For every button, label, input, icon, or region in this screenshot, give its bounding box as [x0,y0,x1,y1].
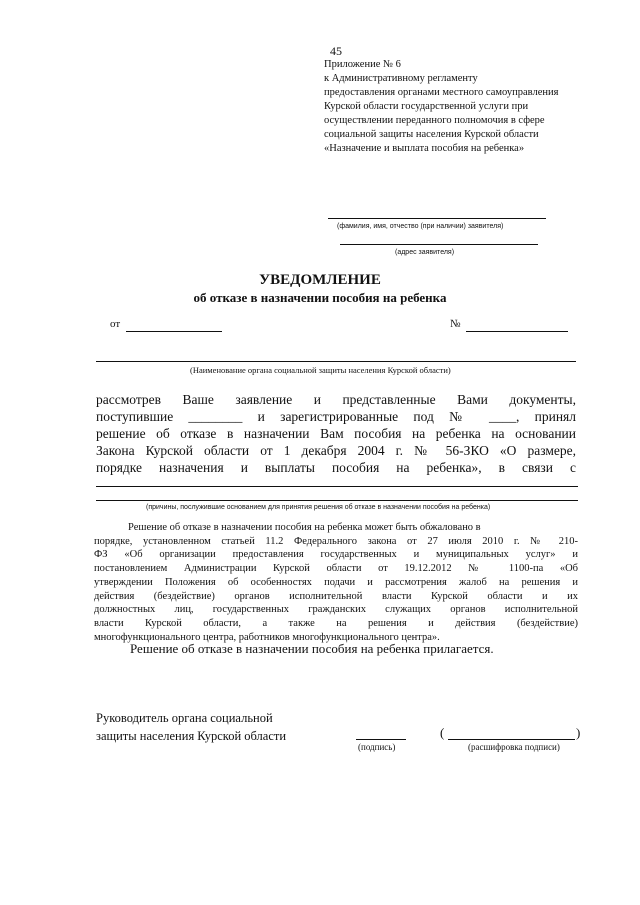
signer-position-line: Руководитель органа социальной [96,711,273,725]
decoding-caption: (расшифровка подписи) [468,742,560,752]
appeal-line: Решение об отказе в назначении пособия на ребенка может быть обжаловано в [128,522,481,533]
authority-caption: (Наименование органа социальной защиты населения Курской области) [190,365,451,375]
applicant-address-line [340,244,538,245]
appendix-line: «Назначение и выплата пособия на ребенка» [324,143,525,154]
number-label: № [450,318,461,330]
appeal-line: постановлением Администрации Курской области от 19.12.2012 № 1100-па «Об [94,563,578,575]
appendix-line: предоставления органами местного самоуправления [324,87,559,98]
appeal-line: должностных лиц, государственных гражданских служащих органов исполнительной [94,604,578,616]
applicant-address-caption: (адрес заявителя) [395,249,455,256]
attached-note: Решение об отказе в назначении пособия на ребенка прилагается. [130,641,494,656]
decoding-line [448,739,575,740]
body-line: поступившие ________ и зарегистрированные под № ____, принял [96,409,576,424]
appeal-line: власти Курской области, а также на решения и действия (бездействие) [94,617,578,629]
document-subtitle: об отказе в назначении пособия на ребенка [193,290,447,305]
signature-line [356,739,406,740]
appeal-paragraph [94,521,578,647]
number-line [466,331,568,332]
applicant-name-line [328,218,546,219]
appeal-line: утверждении Положения об особенностях подачи и рассмотрения жалоб на решения и [94,576,578,588]
appendix-header [324,58,604,156]
appendix-line: к Административному регламенту [324,73,478,84]
signature-caption: (подпись) [358,742,396,752]
signer-position-line: защиты населения Курской области [96,729,287,743]
decoding-close-paren: ) [576,725,581,740]
body-line: Закона Курской области от 1 декабря 2004 г. № 56-ЗКО «О размере, [96,443,576,458]
decoding-open-paren: ( [440,725,445,740]
reasons-caption: (причины, послужившие основанием для принятия решения об отказе в назначении пособия на ребенка) [146,504,491,511]
document-title: УВЕДОМЛЕНИЕ [259,272,381,288]
applicant-name-caption: (фамилия, имя, отчество (при наличии) заявителя) [337,223,504,230]
authority-name-line [96,361,576,362]
appeal-line: многофункционального центра, работников многофункционального центра». [94,631,440,643]
from-label: от [110,318,121,330]
appendix-line: Курской области государственной услуги при [324,101,529,112]
body-paragraph [96,391,576,481]
reasons-line [96,486,578,487]
appendix-line: осуществлении переданного полномочия в сфере [324,115,545,126]
appendix-line: Приложение № 6 [324,59,401,70]
reasons-line [96,500,578,501]
signer-position [96,709,286,745]
appeal-line: ФЗ «Об организации предоставления государственных и муниципальных услуг» и [94,549,578,561]
body-line: порядке назначения и выплаты пособия на ребенка», в связи с [96,460,576,475]
appeal-line: действия (бездействие) органов исполнительной власти Курской области и их [94,590,578,602]
body-line: рассмотрев Ваше заявление и представленные Вами документы, [96,392,576,407]
from-date-line [126,331,222,332]
appendix-line: социальной защиты населения Курской области [324,129,539,140]
body-line: решение об отказе в назначении Вам пособия на ребенка на основании [96,426,576,441]
page-number: 45 [330,44,342,58]
appeal-line: порядке, установленном статьей 11.2 Федерального закона от 27 июля 2010 г. № 210- [94,535,578,547]
